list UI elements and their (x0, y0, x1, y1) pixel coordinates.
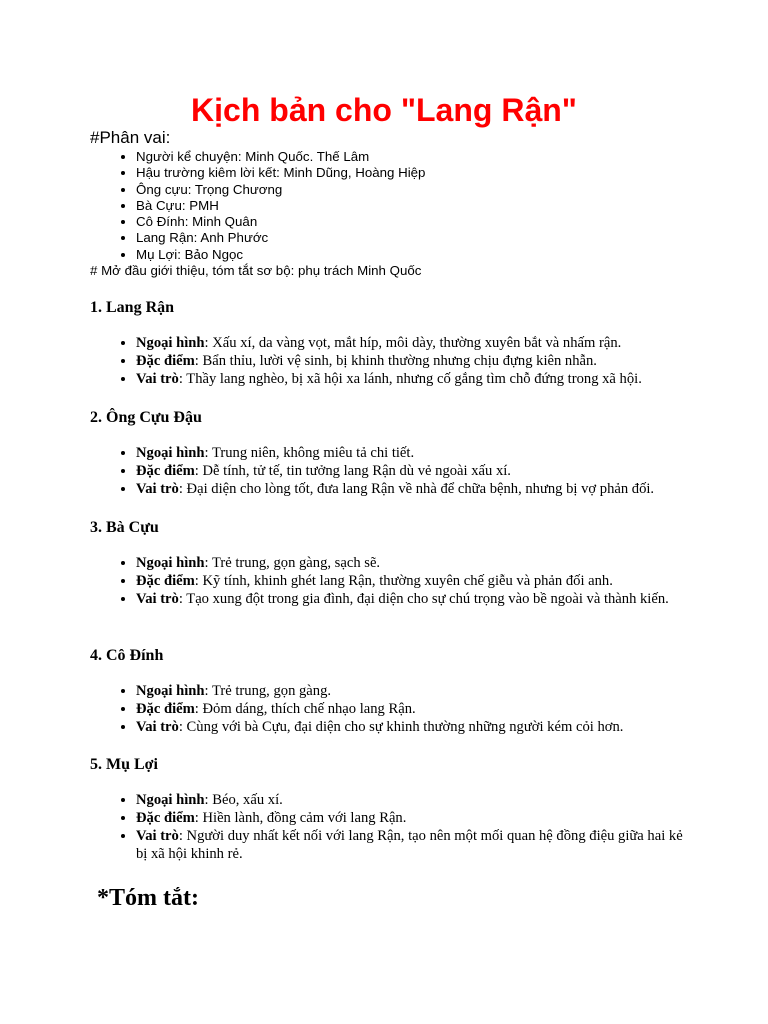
list-item: • Mụ Lợi: Bảo Ngọc (136, 247, 768, 263)
character-traits-list (90, 682, 690, 736)
character-traits-list (90, 334, 690, 388)
trait-label: Đặc điểm (136, 463, 195, 479)
list-item (136, 718, 690, 736)
trait-text: : Đỏm dáng, thích chế nhạo lang Rận. (194, 701, 416, 717)
trait-label: Ngoại hình (136, 792, 205, 808)
list-item (136, 444, 690, 462)
trait-text: : Tạo xung đột trong gia đình, đại diện cho sự chú trọng vào bề ngoài và thành kiến. (178, 591, 669, 607)
trait-label: Đặc điểm (136, 353, 195, 369)
trait-label: Ngoại hình (136, 555, 205, 571)
list-item (136, 554, 690, 572)
trait-text: : Trung niên, không miêu tả chi tiết. (204, 445, 415, 461)
trait-label: Vai trò (136, 481, 179, 497)
list-item: • Ông cựu: Trọng Chương (136, 182, 768, 198)
trait-label: Đặc điểm (136, 573, 195, 589)
list-item (136, 700, 690, 718)
trait-label: Ngoại hình (136, 445, 205, 461)
list-item (136, 791, 690, 809)
section-heading: 5. Mụ Lợi (90, 756, 158, 773)
list-item: • Lang Rận: Anh Phước (136, 230, 768, 246)
character-traits-list (90, 444, 690, 498)
character-section-ba-cuu (90, 518, 690, 608)
list-item (136, 682, 690, 700)
trait-text: : Kỹ tính, khinh ghét lang Rận, thường xuyên chế giễu và phản đối anh. (194, 573, 613, 589)
list-item (136, 590, 690, 608)
section-heading: 1. Lang Rận (90, 299, 175, 316)
trait-label: Vai trò (136, 371, 179, 387)
summary-heading: *Tóm tắt: (97, 885, 199, 911)
list-item (136, 334, 690, 352)
character-section-mu-loi (90, 755, 690, 863)
list-item (136, 462, 690, 480)
trait-label: Vai trò (136, 719, 179, 735)
page-title: Kịch bản cho "Lang Rận" (191, 92, 577, 128)
character-section-co-dinh (90, 646, 690, 736)
trait-text: : Người duy nhất kết nối với lang Rận, tạo nên một mối quan hệ đồng điệu giữa hai kẻ bị xã hội khinh rẻ. (136, 828, 683, 862)
trait-text: : Dễ tính, tử tế, tin tưởng lang Rận dù vẻ ngoài xấu xí. (194, 463, 511, 479)
character-section-lang-ran (90, 298, 690, 388)
trait-text: : Đại diện cho lòng tốt, đưa lang Rận về nhà để chữa bệnh, nhưng bị vợ phản đối. (178, 481, 655, 497)
section-heading: 2. Ông Cựu Đậu (90, 409, 202, 426)
trait-label: Đặc điểm (136, 810, 195, 826)
section-heading: 4. Cô Đính (90, 647, 164, 664)
list-item: • Người kể chuyện: Minh Quốc. Thế Lâm (136, 149, 768, 165)
list-item (136, 352, 690, 370)
list-item (136, 370, 690, 388)
list-item (136, 809, 690, 827)
trait-text: : Hiền lành, đồng cảm với lang Rận. (194, 810, 407, 826)
section-heading: 3. Bà Cựu (90, 519, 159, 536)
trait-text: : Béo, xấu xí. (204, 792, 283, 808)
list-item: • Cô Đính: Minh Quân (136, 214, 768, 230)
list-item (136, 827, 690, 863)
trait-text: : Trẻ trung, gọn gàng, sạch sẽ. (204, 555, 381, 571)
intro-line: # Mở đầu giới thiệu, tóm tắt sơ bộ: phụ trách Minh Quốc (90, 263, 422, 278)
character-traits-list (90, 791, 690, 863)
trait-label: Đặc điểm (136, 701, 195, 717)
character-section-ong-cuu-dau (90, 408, 690, 498)
trait-text: : Trẻ trung, gọn gàng. (204, 683, 332, 699)
list-item (136, 480, 690, 498)
trait-label: Ngoại hình (136, 683, 205, 699)
cast-list (90, 149, 768, 263)
list-item (136, 572, 690, 590)
cast-heading: #Phân vai: (90, 128, 171, 147)
list-item: • Hậu trường kiêm lời kết: Minh Dũng, Hoàng Hiệp (136, 165, 768, 181)
trait-label: Ngoại hình (136, 335, 205, 351)
trait-text: : Thầy lang nghèo, bị xã hội xa lánh, nhưng cố gắng tìm chỗ đứng trong xã hội. (178, 371, 642, 387)
character-traits-list (90, 554, 690, 608)
list-item: • Bà Cựu: PMH (136, 198, 768, 214)
trait-text: : Cùng với bà Cựu, đại diện cho sự khinh thường những người kém cỏi hơn. (178, 719, 624, 735)
trait-text: : Xấu xí, da vàng vọt, mắt híp, môi dày, thường xuyên bắt và nhấm rận. (204, 335, 622, 351)
trait-label: Vai trò (136, 828, 179, 844)
trait-label: Vai trò (136, 591, 179, 607)
trait-text: : Bẩn thỉu, lười vệ sinh, bị khinh thường nhưng chịu đựng kiên nhẫn. (194, 353, 597, 369)
